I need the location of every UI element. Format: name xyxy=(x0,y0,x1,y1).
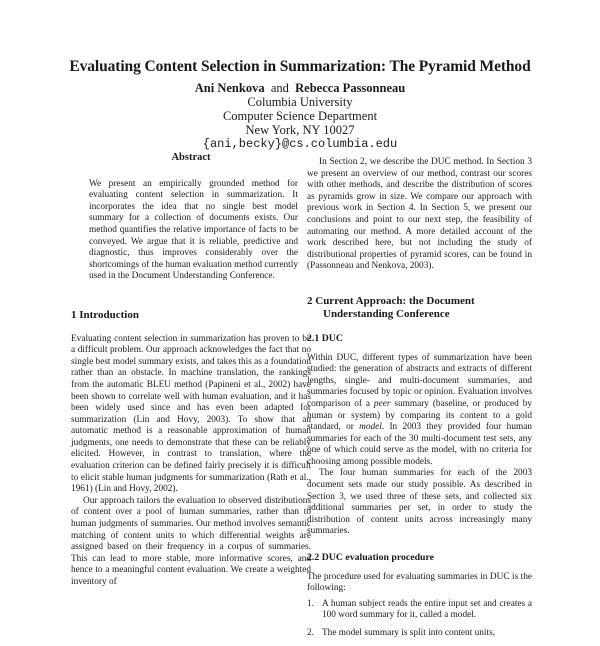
introduction-paragraph-1: Evaluating content selection in summarization has proven to be a difficult problem. Our approach acknowledges the fact that no single best model summary exists, and takes this as a foundation rather than an obstacle. In machine translation, the rankings from the automatic BLEU method (Papineni et al., 2002) have been shown to correlate well with human evaluation, and it has been widely used since and has even been adapted for summarization (Lin and Hovy, 2003). To show that an automatic method is a reasonable approximation of human judgments, one needs to demonstrate that these can be reliably elicited. However, in contrast to translation, where the evaluation criterion can be defined fairly precisely it is difficult to elicit stable human judgments for summarization (Rath et al., 1961) (Lin and Hovy, 2002). xyxy=(71,333,311,495)
author-name-2: Rebecca Passonneau xyxy=(295,81,406,95)
term-model: model xyxy=(359,422,382,433)
subsection-2-2-heading: 2.2 DUC evaluation procedure xyxy=(307,552,434,564)
list-item-number: 2. xyxy=(307,628,314,638)
list-item-number: 1. xyxy=(307,598,314,609)
section-overview-paragraph: In Section 2, we describe the DUC method. In Section 3 we present an overview of our method, contrast our scores with other methods, and describe the distribution of scores as pyramids grow in size. We compare our approach with previous work in Section 4. In Section 5, we present our conclusions and point to our next step, the feasibility of automating our method. A more detailed account of the work described here, but not including the study of distributional properties of pyramid scores, can be found in (Passonneau and Nenkova, 2003). xyxy=(307,157,532,272)
affiliation-address: New York, NY 10027 xyxy=(245,123,355,137)
author-block xyxy=(0,81,600,151)
procedure-list xyxy=(307,599,532,640)
abstract-heading: Abstract xyxy=(171,152,211,163)
author-conjunction: and xyxy=(270,81,289,95)
introduction-paragraph-2: Our approach tailors the evaluation to observed distributions of content over a pool of human summaries, rather than to human judgments of summaries. Our method involves semantic matching of content units to which differential weights are assigned based on their frequency in a corpus of summaries. This can lead to more stable, more informative scores, and hence to a meaningful content evaluation. We create a weighted inventory of xyxy=(71,495,311,587)
procedure-intro: The procedure used for evaluating summaries in DUC is the following: xyxy=(307,571,532,594)
subsection-2-1-heading: 2.1 DUC xyxy=(307,332,343,344)
left-column xyxy=(71,152,311,589)
author-name-1: Ani Nenkova xyxy=(194,81,265,95)
list-item-text: A human subject reads the entire input set and creates a 100 word summary for it, called a model. xyxy=(322,598,532,621)
term-peer: peer xyxy=(373,398,391,409)
author-names xyxy=(0,81,600,95)
duc-paragraph-1 xyxy=(307,353,532,469)
duc-paragraph-2: The four human summaries for each of the 2003 document sets made our study possible. As described in Section 3, we used three of these sets, and collected six additional summaries per set, in order to study the distribution of content units across increasingly many summaries. xyxy=(307,468,532,537)
right-column xyxy=(307,157,532,646)
list-item xyxy=(307,628,532,640)
section-2-heading: 2 Current Approach: the Document Understanding Conference xyxy=(307,294,475,320)
duc-paragraph-1-part-a: Within DUC, different types of summarization have been studied: the generation of abstracts and extracts of different lengths, single- and multi-document summaries, and summaries focused by topic or opinion. Evaluation involves comparison of a xyxy=(307,352,532,409)
list-item xyxy=(307,599,532,622)
author-email: {ani,becky}@cs.columbia.edu xyxy=(202,137,398,151)
duc-paragraph-1-part-c: . In 2003 they provided four human summaries for each of the 30 multi-document test sets, any one of which could serve as the model, with no criteria for choosing among possible models. xyxy=(307,422,532,467)
paper-title: Evaluating Content Selection in Summarization: The Pyramid Method xyxy=(69,58,531,75)
duc-paragraph-1-part-b: summary (baseline, or produced by human or system) by comparing its content to a gold standard, or xyxy=(307,398,533,433)
abstract-text: We present an empirically grounded method for evaluating content selection in summarization. It incorporates the idea that no single best model summary for a collection of documents exists. Our method quantifies the relative importance of facts to be conveyed. We argue that it is reliable, predictive and diagnostic, thus improves considerably over the shortcomings of the human evaluation method currently used in the Document Understanding Conference. xyxy=(89,178,298,282)
list-item-text: The model summary is split into content units, xyxy=(322,628,496,638)
section-1-heading: 1 Introduction xyxy=(71,308,139,321)
affiliation-university: Columbia University xyxy=(247,95,353,109)
affiliation-department: Computer Science Department xyxy=(222,109,378,123)
